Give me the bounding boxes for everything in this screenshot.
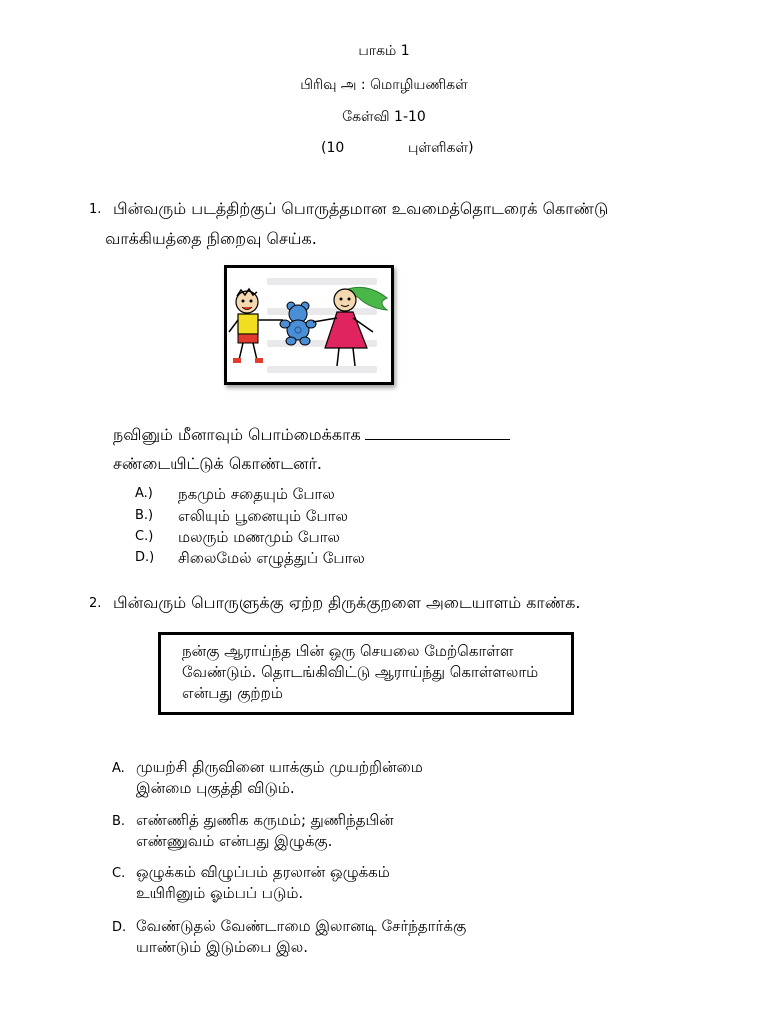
option-line2: யாண்டும் இடும்பை இல.	[136, 938, 308, 956]
option-text: நகமும் சதையும் போல	[178, 485, 335, 503]
option-label: B.	[112, 814, 126, 829]
meaning-box	[158, 632, 574, 715]
question-number: 2.	[89, 596, 102, 611]
option-label: A.)	[135, 486, 153, 501]
option-label: C.)	[135, 529, 154, 544]
option-text: சிலைமேல் எழுத்துப் போல	[178, 549, 365, 567]
meaning-text	[182, 641, 582, 704]
question-1-line2: வாக்கியத்தை நிறைவு செய்க.	[105, 229, 317, 248]
option-line1: ஒழுக்கம் விழுப்பம் தரலான் ஒழுக்கம்	[136, 863, 390, 881]
option-text: எலியும் பூனையும் போல	[178, 507, 348, 525]
option-label: C.	[112, 866, 126, 881]
option-line2: உயிரினும் ஓம்பப் படும்.	[136, 884, 304, 902]
option-label: A.	[112, 761, 125, 776]
option-line2: இன்மை புகுத்தி விடும்.	[136, 779, 295, 797]
sentence-line1: நவினும் மீனாவும் பொம்மைக்காக	[113, 425, 361, 444]
section-title: பிரிவு அ : மொழியணிகள்	[300, 77, 468, 93]
option-line1: எண்ணித் துணிக கருமம்; துணிந்தபின்	[136, 811, 394, 829]
fill-blank-sentence	[113, 422, 510, 448]
option-line1: வேண்டுதல் வேண்டாமை இலானடி சேர்ந்தார்க்கு	[136, 917, 467, 935]
option-line2: எண்ணுவம் என்பது இழுக்கு.	[136, 832, 333, 850]
option-line1: முயற்சி திருவினை யாக்கும் முயற்றின்மை	[136, 758, 423, 776]
part-title: பாகம் 1	[358, 43, 410, 59]
marks-label: புள்ளிகள்)	[408, 140, 474, 156]
meaning-line2: வேண்டும். தொடங்கிவிட்டு ஆராய்ந்து கொள்ளலாம்	[182, 663, 539, 681]
option-label: B.)	[135, 508, 154, 523]
question-text: பின்வரும் பொருளுக்கு ஏற்ற திருக்குறளை அடையாளம் காண்க.	[113, 593, 581, 612]
question-text-line1: பின்வரும் படத்திற்குப் பொருத்தமான உவமைத்தொடரைக் கொண்டு	[113, 199, 609, 218]
option-label: D.	[112, 920, 127, 935]
question-number: 1.	[89, 202, 102, 217]
questions-range: கேள்வி 1-10	[342, 109, 426, 125]
marks-count: (10	[321, 140, 345, 156]
option-label: D.)	[135, 550, 155, 565]
children-toy-picture	[224, 265, 394, 385]
answer-blank[interactable]	[365, 425, 510, 440]
meaning-line1: நன்கு ஆராய்ந்த பின் ஒரு செயலை மேற்கொள்ள	[182, 642, 514, 660]
sentence-line2: சண்டையிட்டுக் கொண்டனர்.	[113, 454, 322, 473]
meaning-line3: என்பது குற்றம்	[182, 684, 283, 702]
option-text: மலரும் மணமும் போல	[178, 528, 341, 546]
children-tugging-bear-illustration	[227, 268, 391, 382]
